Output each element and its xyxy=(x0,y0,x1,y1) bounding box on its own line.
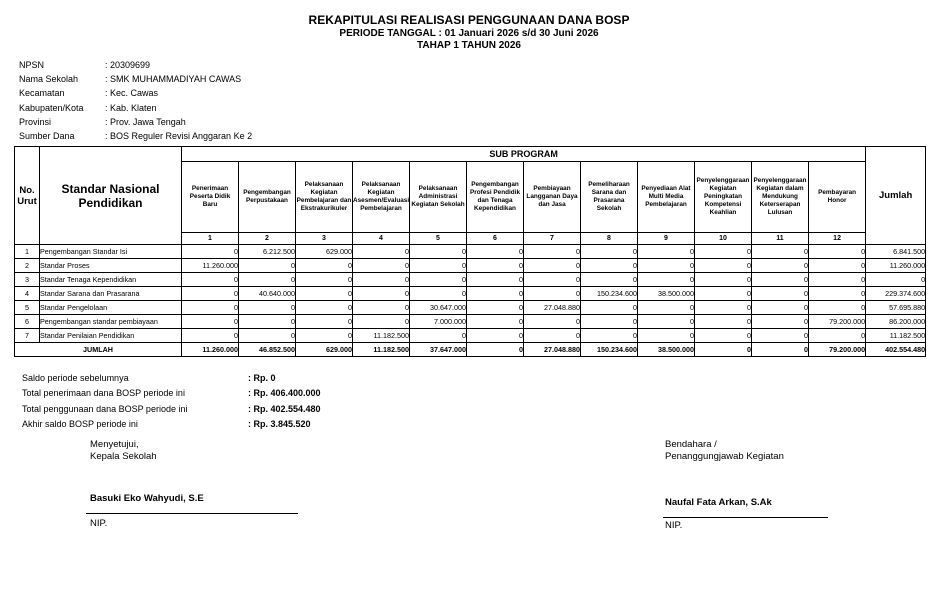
cell-value: 0 xyxy=(695,287,752,301)
cell-value: 0 xyxy=(638,315,695,329)
cell-value: 0 xyxy=(752,329,809,343)
row-total: 0 xyxy=(866,273,926,287)
report-stage: TAHAP 1 TAHUN 2026 xyxy=(417,40,521,51)
total-header: Jumlah xyxy=(866,147,926,245)
cell-value: 0 xyxy=(695,259,752,273)
info-row xyxy=(19,72,252,86)
cell-value: 0 xyxy=(182,287,239,301)
cell-value: 0 xyxy=(809,301,866,315)
cell-value: 0 xyxy=(410,259,467,273)
column-header: Pelaksanaan Kegiatan Asesmen/Evaluasi Pembelajaran xyxy=(353,162,410,233)
column-header: Penyelenggaraan Kegiatan Peningkatan Kompetensi Keahlian xyxy=(695,162,752,233)
cell-value: 0 xyxy=(182,273,239,287)
cell-value: 0 xyxy=(581,245,638,259)
cell-value: 0 xyxy=(524,259,581,273)
cell-value: 0 xyxy=(524,245,581,259)
cell-value: 0 xyxy=(638,329,695,343)
cell-value: 629.000 xyxy=(296,245,353,259)
school-info xyxy=(19,58,252,143)
cell-value: 27.048.880 xyxy=(524,301,581,315)
signature-line xyxy=(86,513,298,514)
cell-value: 0 xyxy=(695,273,752,287)
standard-name: Pengembangan standar pembiayaan xyxy=(40,315,182,329)
column-number: 7 xyxy=(524,233,581,245)
total-cell-value: 11.182.500 xyxy=(353,343,410,357)
info-label: Kabupaten/Kota xyxy=(19,102,84,113)
row-number: 3 xyxy=(15,273,40,287)
cell-value: 0 xyxy=(752,301,809,315)
cell-value: 0 xyxy=(296,273,353,287)
cell-value: 0 xyxy=(695,245,752,259)
table-row xyxy=(15,273,926,287)
treasurer-nip: NIP. xyxy=(665,520,683,531)
cell-value: 0 xyxy=(581,315,638,329)
row-total: 86.200.000 xyxy=(866,315,926,329)
row-number: 5 xyxy=(15,301,40,315)
table-row xyxy=(15,245,926,259)
info-row xyxy=(19,115,252,129)
cell-value: 0 xyxy=(239,301,296,315)
standard-name: Standar Proses xyxy=(40,259,182,273)
total-cell-value: 27.048.880 xyxy=(524,343,581,357)
column-number: 12 xyxy=(809,233,866,245)
info-row xyxy=(19,86,252,100)
cell-value: 11.182.500 xyxy=(353,329,410,343)
info-value: : SMK MUHAMMADIYAH CAWAS xyxy=(105,74,242,85)
summary-label: Saldo periode sebelumnya xyxy=(22,373,129,383)
summary-label: Akhir saldo BOSP periode ini xyxy=(22,418,138,429)
cell-value: 0 xyxy=(581,301,638,315)
summary-row xyxy=(22,417,321,432)
treasurer-name: Naufal Fata Arkan, S.Ak xyxy=(665,497,772,508)
cell-value: 0 xyxy=(581,273,638,287)
summary-label: Total penggunaan dana BOSP periode ini xyxy=(22,403,188,414)
row-number: 1 xyxy=(15,245,40,259)
column-number: 9 xyxy=(638,233,695,245)
realization-table xyxy=(14,146,926,357)
column-number: 4 xyxy=(353,233,410,245)
column-number: 3 xyxy=(296,233,353,245)
total-cell-value: 37.647.000 xyxy=(410,343,467,357)
signature-title: Menyetujui, xyxy=(90,439,139,450)
cell-value: 0 xyxy=(182,315,239,329)
column-number: 6 xyxy=(467,233,524,245)
table-row xyxy=(15,259,926,273)
cell-value: 11.260.000 xyxy=(182,259,239,273)
cell-value: 0 xyxy=(410,329,467,343)
sub-program-header: SUB PROGRAM xyxy=(182,147,866,162)
row-total: 57.695.880 xyxy=(866,301,926,315)
cell-value: 0 xyxy=(296,287,353,301)
total-cell-value: 46.852.500 xyxy=(239,343,296,357)
cell-value: 0 xyxy=(296,259,353,273)
report-header xyxy=(0,13,938,52)
summary-value: : Rp. 402.554.480 xyxy=(248,403,321,414)
cell-value: 0 xyxy=(752,315,809,329)
column-header: Pengembangan Perpustakaan xyxy=(239,162,296,233)
info-label: Sumber Dana xyxy=(19,130,75,141)
info-value: : Prov. Jawa Tengah xyxy=(105,116,186,127)
total-cell-value: 79.200.000 xyxy=(809,343,866,357)
cell-value: 0 xyxy=(467,259,524,273)
signature-role: Penanggungjawab Kegiatan xyxy=(665,451,784,462)
grand-total: 402.554.480 xyxy=(866,343,926,357)
cell-value: 0 xyxy=(809,329,866,343)
treasurer-signature xyxy=(665,439,885,539)
info-value: : Kec. Cawas xyxy=(105,88,159,99)
principal-nip: NIP. xyxy=(90,518,108,529)
column-number: 2 xyxy=(239,233,296,245)
report-period: PERIODE TANGGAL : 01 Januari 2026 s/d 30 Juni 2026 xyxy=(339,28,599,39)
cell-value: 0 xyxy=(467,245,524,259)
summary-value: : Rp. 3.845.520 xyxy=(248,418,311,429)
principal-signature xyxy=(90,439,310,539)
cell-value: 0 xyxy=(809,245,866,259)
table-row xyxy=(15,329,926,343)
cell-value: 0 xyxy=(524,273,581,287)
column-header: Pemeliharaan Sarana dan Prasarana Sekolah xyxy=(581,162,638,233)
cell-value: 0 xyxy=(638,259,695,273)
total-cell-value: 0 xyxy=(467,343,524,357)
cell-value: 0 xyxy=(524,315,581,329)
cell-value: 0 xyxy=(353,259,410,273)
info-row xyxy=(19,58,252,72)
total-cell-value: 150.234.600 xyxy=(581,343,638,357)
cell-value: 6.212.500 xyxy=(239,245,296,259)
column-number: 1 xyxy=(182,233,239,245)
total-row xyxy=(15,343,926,357)
row-number: 4 xyxy=(15,287,40,301)
cell-value: 0 xyxy=(353,315,410,329)
cell-value: 0 xyxy=(410,273,467,287)
row-number: 2 xyxy=(15,259,40,273)
cell-value: 0 xyxy=(695,329,752,343)
cell-value: 150.234.600 xyxy=(581,287,638,301)
row-total: 11.182.500 xyxy=(866,329,926,343)
cell-value: 0 xyxy=(581,329,638,343)
standard-name: Standar Penilaian Pendidikan xyxy=(40,329,182,343)
row-total: 11.260.000 xyxy=(866,259,926,273)
column-header: Pembayaran Honor xyxy=(809,162,866,233)
column-header: Pelaksanaan Kegiatan Pembelajaran dan Ekstrakurikuler xyxy=(296,162,353,233)
row-number: 6 xyxy=(15,315,40,329)
cell-value: 0 xyxy=(467,301,524,315)
info-value: : Kab. Klaten xyxy=(105,102,157,113)
total-cell-value: 0 xyxy=(695,343,752,357)
total-label: JUMLAH xyxy=(15,343,182,357)
cell-value: 0 xyxy=(467,315,524,329)
cell-value: 0 xyxy=(182,245,239,259)
column-header: Pembiayaan Langganan Daya dan Jasa xyxy=(524,162,581,233)
cell-value: 0 xyxy=(524,329,581,343)
table-row xyxy=(15,287,926,301)
cell-value: 0 xyxy=(353,301,410,315)
cell-value: 0 xyxy=(296,301,353,315)
signature-line xyxy=(663,517,828,518)
total-cell-value: 629.000 xyxy=(296,343,353,357)
column-header: Penerimaan Peserta Didik Baru xyxy=(182,162,239,233)
cell-value: 0 xyxy=(752,287,809,301)
cell-value: 0 xyxy=(695,315,752,329)
column-number: 11 xyxy=(752,233,809,245)
cell-value: 0 xyxy=(695,301,752,315)
cell-value: 0 xyxy=(752,259,809,273)
fund-summary xyxy=(22,371,321,432)
cell-value: 0 xyxy=(638,273,695,287)
cell-value: 0 xyxy=(353,245,410,259)
column-header: Pelaksanaan Administrasi Kegiatan Sekolah xyxy=(410,162,467,233)
column-number: 8 xyxy=(581,233,638,245)
cell-value: 0 xyxy=(296,329,353,343)
cell-value: 0 xyxy=(809,287,866,301)
info-label: Kecamatan xyxy=(19,88,65,99)
cell-value: 0 xyxy=(809,273,866,287)
cell-value: 0 xyxy=(239,259,296,273)
cell-value: 0 xyxy=(467,273,524,287)
column-number: 5 xyxy=(410,233,467,245)
signature-role: Kepala Sekolah xyxy=(90,451,157,462)
cell-value: 0 xyxy=(809,259,866,273)
cell-value: 0 xyxy=(239,273,296,287)
total-cell-value: 0 xyxy=(752,343,809,357)
cell-value: 0 xyxy=(239,315,296,329)
no-header: No. Urut xyxy=(15,147,40,245)
column-number: 10 xyxy=(695,233,752,245)
summary-label: Total penerimaan dana BOSP periode ini xyxy=(22,388,185,399)
cell-value: 0 xyxy=(182,301,239,315)
table-body xyxy=(15,245,926,357)
cell-value: 0 xyxy=(752,273,809,287)
info-label: Nama Sekolah xyxy=(19,74,79,85)
cell-value: 0 xyxy=(410,287,467,301)
column-header: Penyelenggaraan Kegiatan dalam Mendukung Keterserapan Lulusan xyxy=(752,162,809,233)
info-row xyxy=(19,101,252,115)
column-header: Pengembangan Profesi Pendidik dan Tenaga Kependidikan xyxy=(467,162,524,233)
cell-value: 0 xyxy=(353,273,410,287)
cell-value: 30.647.000 xyxy=(410,301,467,315)
cell-value: 40.640.000 xyxy=(239,287,296,301)
info-row xyxy=(19,129,252,143)
cell-value: 7.000.000 xyxy=(410,315,467,329)
cell-value: 0 xyxy=(524,287,581,301)
standard-header: Standar Nasional Pendidikan xyxy=(40,147,182,245)
info-value: : BOS Reguler Revisi Anggaran Ke 2 xyxy=(105,130,253,141)
standard-name: Standar Sarana dan Prasarana xyxy=(40,287,182,301)
cell-value: 0 xyxy=(638,245,695,259)
summary-value: : Rp. 406.400.000 xyxy=(248,388,321,399)
standard-name: Standar Pengelolaan xyxy=(40,301,182,315)
cell-value: 0 xyxy=(410,245,467,259)
row-number: 7 xyxy=(15,329,40,343)
info-label: NPSN xyxy=(19,60,45,70)
summary-value: : Rp. 0 xyxy=(248,373,276,383)
cell-value: 0 xyxy=(752,245,809,259)
table-row xyxy=(15,315,926,329)
total-cell-value: 11.260.000 xyxy=(182,343,239,357)
info-value: : 20309699 xyxy=(105,60,151,70)
cell-value: 0 xyxy=(353,287,410,301)
summary-row xyxy=(22,371,321,386)
cell-value: 0 xyxy=(467,329,524,343)
table-row xyxy=(15,301,926,315)
summary-row xyxy=(22,402,321,417)
cell-value: 38.500.000 xyxy=(638,287,695,301)
info-label: Provinsi xyxy=(19,116,52,127)
standard-name: Standar Tenaga Kependidikan xyxy=(40,273,182,287)
row-total: 229.374.600 xyxy=(866,287,926,301)
cell-value: 79.200.000 xyxy=(809,315,866,329)
cell-value: 0 xyxy=(182,329,239,343)
report-title: REKAPITULASI REALISASI PENGGUNAAN DANA BOSP xyxy=(308,13,630,27)
total-cell-value: 38.500.000 xyxy=(638,343,695,357)
principal-name: Basuki Eko Wahyudi, S.E xyxy=(90,493,204,504)
cell-value: 0 xyxy=(467,287,524,301)
signature-title: Bendahara / xyxy=(665,439,717,450)
cell-value: 0 xyxy=(581,259,638,273)
standard-name: Pengembangan Standar Isi xyxy=(40,245,182,259)
row-total: 6.841.500 xyxy=(866,245,926,259)
cell-value: 0 xyxy=(239,329,296,343)
cell-value: 0 xyxy=(638,301,695,315)
cell-value: 0 xyxy=(296,315,353,329)
column-header: Penyediaan Alat Multi Media Pembelajaran xyxy=(638,162,695,233)
summary-row xyxy=(22,386,321,401)
